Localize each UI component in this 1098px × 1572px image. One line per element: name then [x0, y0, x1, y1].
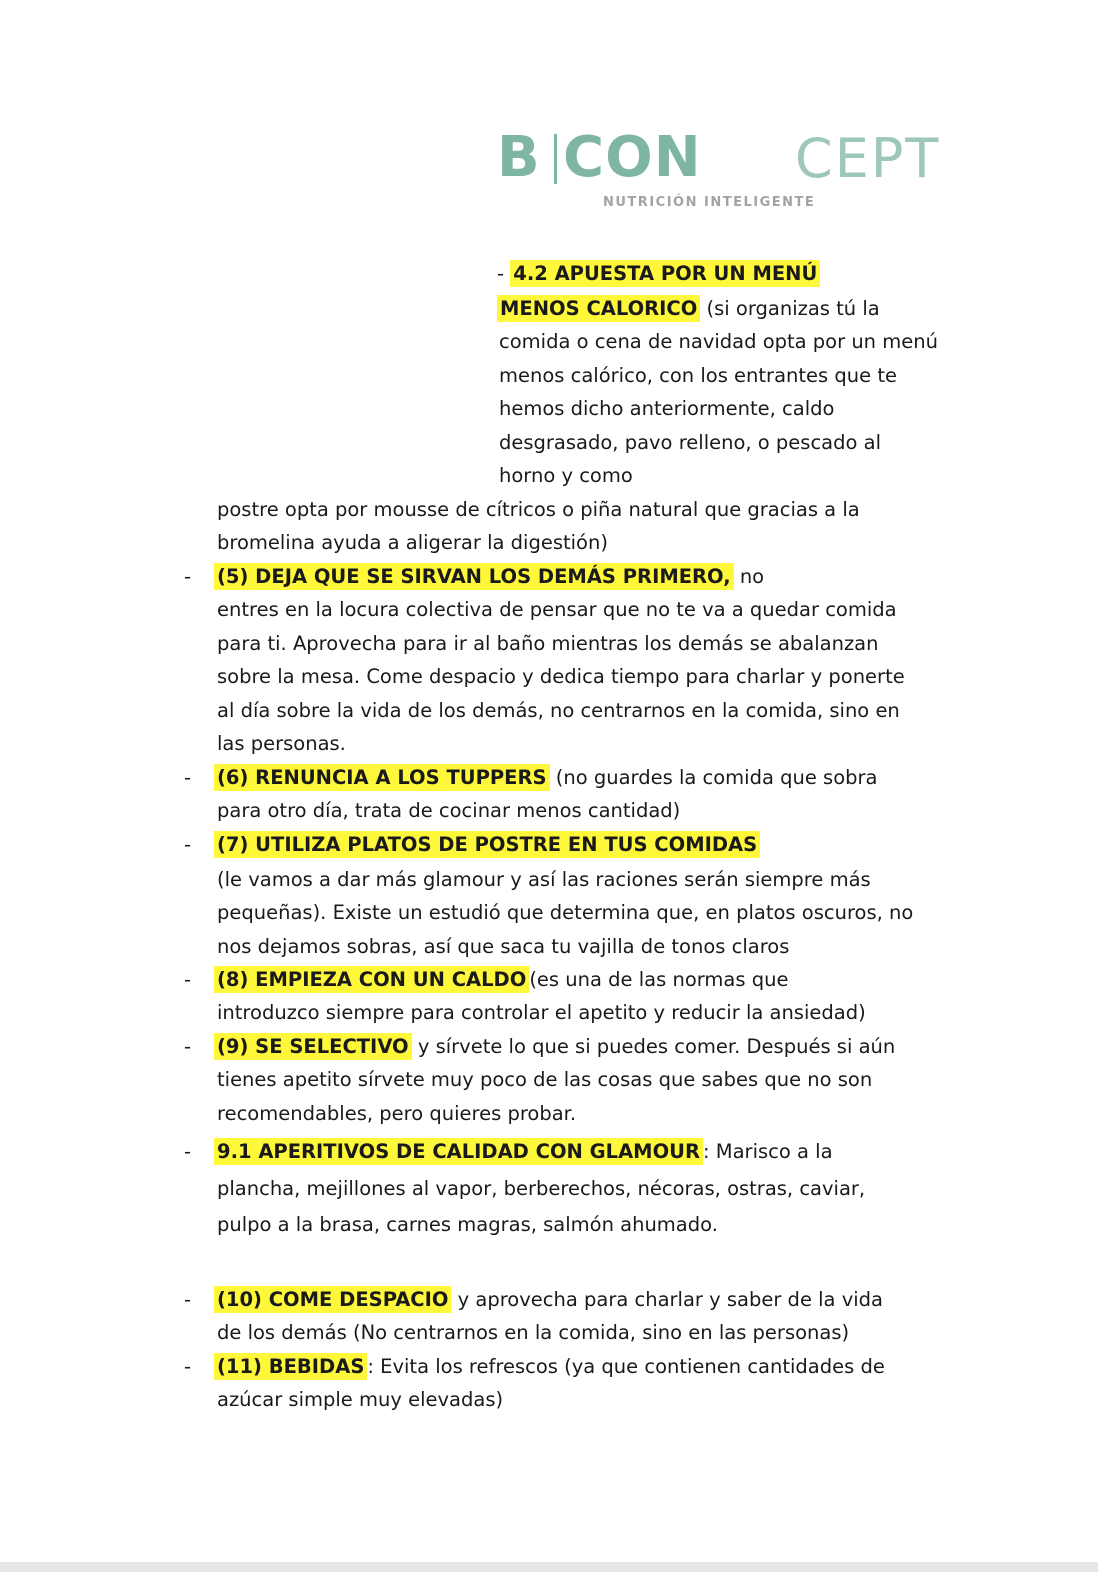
- item-4-2-line: postre opta por mousse de cítricos o piña natural que gracias a la: [217, 498, 860, 521]
- item-4-2-text-2: (si organizas tú la: [700, 297, 880, 320]
- item-5-line: entres en la locura colectiva de pensar que no te va a quedar comida: [217, 598, 897, 621]
- item-9-1-first-line: [214, 1135, 833, 1168]
- item-4-2-line: menos calórico, con los entrantes que te: [499, 364, 897, 387]
- list-bullet: -: [184, 968, 192, 991]
- item-7-line: nos dejamos sobras, así que saca tu vajilla de tonos claros: [217, 935, 790, 958]
- item-9-1-line: pulpo a la brasa, carnes magras, salmón ahumado.: [217, 1213, 718, 1236]
- item-11-line: azúcar simple muy elevadas): [217, 1388, 504, 1411]
- item-6-text: (no guardes la comida que sobra: [549, 766, 878, 789]
- item-10-first-line: [214, 1283, 883, 1316]
- item-4-2-line: desgrasado, pavo relleno, o pescado al: [499, 431, 882, 454]
- item-6-title: (6) RENUNCIA A LOS TUPPERS: [214, 764, 550, 791]
- item-11-first-line: [214, 1350, 885, 1383]
- item-10-title: (10) COME DESPACIO: [214, 1286, 451, 1313]
- list-bullet: -: [184, 1355, 192, 1378]
- logo-divider: [554, 134, 557, 184]
- logo-cept: CEPT: [795, 127, 941, 190]
- item-7-title: (7) UTILIZA PLATOS DE POSTRE EN TUS COMIDAS: [214, 831, 760, 858]
- item-4-2-line: horno y como: [499, 464, 633, 487]
- item-5-first-line: [214, 560, 764, 593]
- page-bottom-edge: [0, 1562, 1098, 1572]
- brand-logo: [497, 126, 957, 216]
- item-6-first-line: [214, 761, 877, 794]
- list-bullet: -: [184, 1288, 192, 1311]
- item-7-line: pequeñas). Existe un estudió que determina que, en platos oscuros, no: [217, 901, 914, 924]
- item-4-2-line: bromelina ayuda a aligerar la digestión): [217, 531, 608, 554]
- item-10-text: y aprovecha para charlar y saber de la vida: [451, 1288, 883, 1311]
- logo-letter-b: B: [497, 125, 540, 190]
- item-4-2-title-1: 4.2 APUESTA POR UN MENÚ: [510, 260, 820, 287]
- item-8-line: introduzco siempre para controlar el apetito y reducir la ansiedad): [217, 1001, 866, 1024]
- item-5-text: no: [733, 565, 765, 588]
- item-5-title: (5) DEJA QUE SE SIRVAN LOS DEMÁS PRIMERO,: [214, 563, 734, 590]
- item-8-title: (8) EMPIEZA CON UN CALDO: [214, 966, 529, 993]
- logo-tagline: NUTRICIÓN INTELIGENTE: [603, 195, 816, 210]
- item-9-1-text: : Marisco a la: [703, 1140, 833, 1163]
- item-9-text: y sírvete lo que si puedes comer. Después si aún: [411, 1035, 896, 1058]
- item-8-text: (es una de las normas que: [529, 968, 789, 991]
- item-7-line: (le vamos a dar más glamour y así las raciones serán siempre más: [217, 868, 871, 891]
- item-5-line: sobre la mesa. Come despacio y dedica tiempo para charlar y ponerte: [217, 665, 905, 688]
- item-4-2-line: hemos dicho anteriormente, caldo: [499, 397, 835, 420]
- list-bullet: -: [184, 833, 192, 856]
- list-bullet: -: [184, 565, 192, 588]
- item-4-2-title-line: [497, 257, 820, 290]
- list-bullet: -: [184, 766, 192, 789]
- item-11-title: (11) BEBIDAS: [214, 1353, 367, 1380]
- item-9-line: tienes apetito sírvete muy poco de las cosas que sabes que no son: [217, 1068, 873, 1091]
- item-9-1-line: plancha, mejillones al vapor, berberechos, nécoras, ostras, caviar,: [217, 1177, 866, 1200]
- item-4-2-prefix: -: [497, 262, 511, 285]
- item-4-2-line: comida o cena de navidad opta por un menú: [499, 330, 938, 353]
- item-4-2-title-2: MENOS CALORICO: [497, 295, 700, 322]
- item-10-line: de los demás (No centrarnos en la comida, sino en las personas): [217, 1321, 850, 1344]
- item-9-first-line: [214, 1030, 895, 1063]
- item-9-title: (9) SE SELECTIVO: [214, 1033, 412, 1060]
- list-bullet: -: [184, 1140, 192, 1163]
- item-9-1-title: 9.1 APERITIVOS DE CALIDAD CON GLAMOUR: [214, 1138, 703, 1165]
- item-5-line: al día sobre la vida de los demás, no centrarnos en la comida, sino en: [217, 699, 900, 722]
- logo-con: CON: [563, 125, 702, 190]
- item-5-line: las personas.: [217, 732, 346, 755]
- item-11-text: : Evita los refrescos (ya que contienen cantidades de: [367, 1355, 885, 1378]
- item-7-first-line: [214, 828, 760, 861]
- item-4-2-line-2: [497, 292, 880, 325]
- item-8-first-line: [214, 963, 788, 996]
- item-5-line: para ti. Aprovecha para ir al baño mientras los demás se abalanzan: [217, 632, 879, 655]
- item-9-line: recomendables, pero quieres probar.: [217, 1102, 577, 1125]
- list-bullet: -: [184, 1035, 192, 1058]
- item-6-line: para otro día, trata de cocinar menos cantidad): [217, 799, 681, 822]
